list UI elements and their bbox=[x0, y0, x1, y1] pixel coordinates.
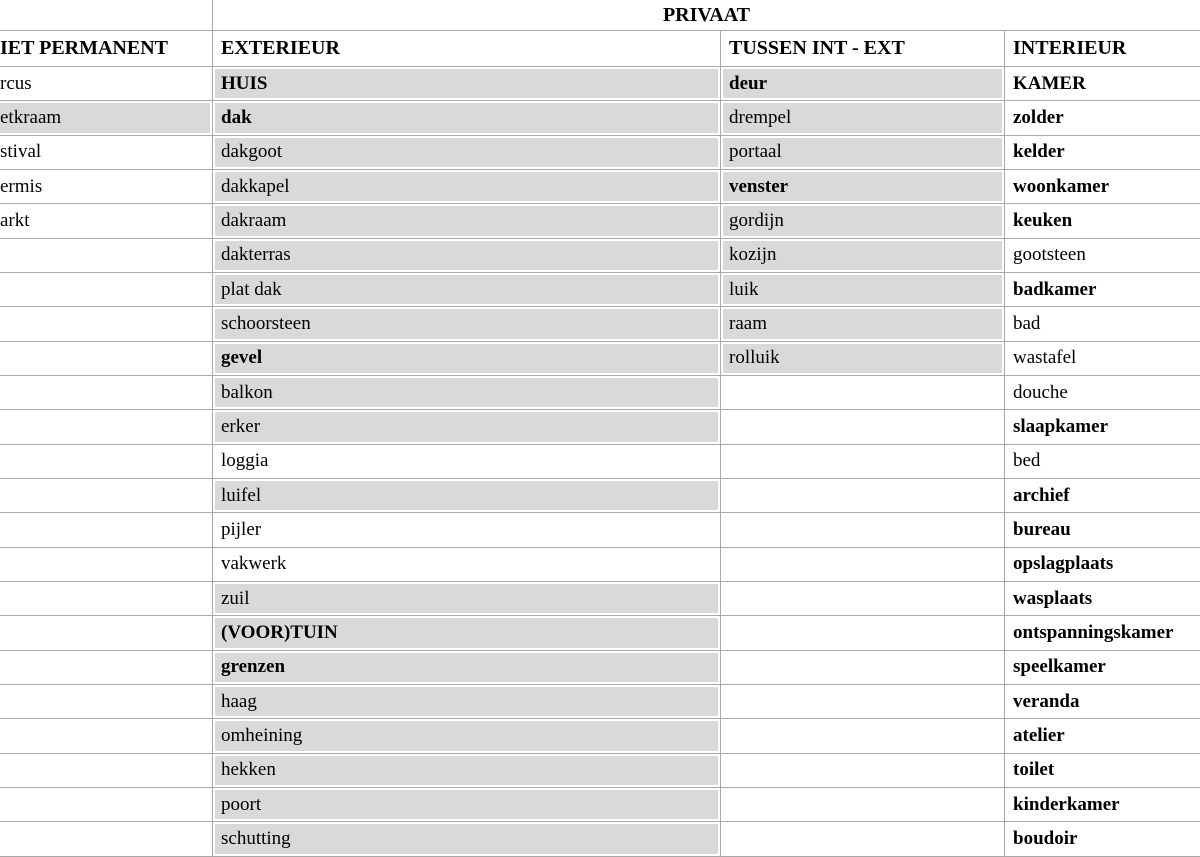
cell-text: woonkamer bbox=[1013, 175, 1110, 197]
cell-tussen-int-ext-row10[interactable] bbox=[721, 376, 1005, 410]
cell-text: loggia bbox=[221, 450, 269, 472]
cell-exterieur-row23[interactable] bbox=[213, 822, 721, 856]
cell-exterieur-row11[interactable] bbox=[213, 410, 721, 444]
cell-text: dakkapel bbox=[221, 175, 290, 197]
cell-interieur-row2[interactable] bbox=[1005, 101, 1200, 135]
cell-niet-permanent-row3[interactable] bbox=[0, 136, 213, 170]
cell-tussen-int-ext-row15[interactable] bbox=[721, 548, 1005, 582]
cell-interieur-row3[interactable] bbox=[1005, 136, 1200, 170]
cell-interieur-row15[interactable] bbox=[1005, 548, 1200, 582]
cell-text: ontspanningskamer bbox=[1013, 621, 1174, 643]
cell-niet-permanent-row6[interactable] bbox=[0, 239, 213, 273]
column-header-label: EXTERIEUR bbox=[221, 37, 340, 59]
column-header-label: TUSSEN INT - EXT bbox=[729, 37, 905, 59]
cell-niet-permanent-row2[interactable] bbox=[0, 101, 213, 135]
cell-interieur-row9[interactable] bbox=[1005, 342, 1200, 376]
cell-text: hekken bbox=[221, 759, 276, 781]
cell-text: toilet bbox=[1013, 759, 1055, 781]
cell-exterieur-row1[interactable] bbox=[213, 67, 721, 101]
cell-niet-permanent-row18[interactable] bbox=[0, 651, 213, 685]
cell-tussen-int-ext-row21[interactable] bbox=[721, 754, 1005, 788]
cell-tussen-int-ext-row7[interactable] bbox=[721, 273, 1005, 307]
cell-text: balkon bbox=[221, 381, 273, 403]
cell-interieur-row20[interactable] bbox=[1005, 719, 1200, 753]
cell-tussen-int-ext-row12[interactable] bbox=[721, 445, 1005, 479]
cell-exterieur-row14[interactable] bbox=[213, 513, 721, 547]
cell-text: dakraam bbox=[221, 209, 287, 231]
cell-text: plat dak bbox=[221, 278, 282, 300]
cell-text: douche bbox=[1013, 381, 1068, 403]
cell-niet-permanent-row13[interactable] bbox=[0, 479, 213, 513]
cell-niet-permanent-row15[interactable] bbox=[0, 548, 213, 582]
cell-text: haag bbox=[221, 690, 257, 712]
column-header-niet-permanent[interactable] bbox=[0, 31, 213, 67]
cell-text: erker bbox=[221, 415, 261, 437]
cell-text: stival bbox=[0, 141, 42, 163]
cell-tussen-int-ext-row4[interactable] bbox=[721, 170, 1005, 204]
cell-text: wasplaats bbox=[1013, 587, 1093, 609]
cell-text: drempel bbox=[729, 106, 792, 128]
column-header-interieur[interactable] bbox=[1005, 31, 1200, 67]
cell-text: veranda bbox=[1013, 690, 1080, 712]
cell-tussen-int-ext-row14[interactable] bbox=[721, 513, 1005, 547]
cell-interieur-row12[interactable] bbox=[1005, 445, 1200, 479]
cell-text: (VOOR)TUIN bbox=[221, 621, 338, 643]
cell-interieur-row21[interactable] bbox=[1005, 754, 1200, 788]
cell-tussen-int-ext-row23[interactable] bbox=[721, 822, 1005, 856]
cell-text: HUIS bbox=[221, 72, 268, 94]
cell-interieur-row23[interactable] bbox=[1005, 822, 1200, 856]
cell-text: opslagplaats bbox=[1013, 553, 1114, 575]
cell-tussen-int-ext-row18[interactable] bbox=[721, 651, 1005, 685]
cell-text: etkraam bbox=[0, 106, 62, 128]
cell-text: badkamer bbox=[1013, 278, 1097, 300]
cell-interieur-row18[interactable] bbox=[1005, 651, 1200, 685]
cell-exterieur-row5[interactable] bbox=[213, 204, 721, 238]
cell-niet-permanent-row21[interactable] bbox=[0, 754, 213, 788]
cell-interieur-row14[interactable] bbox=[1005, 513, 1200, 547]
cell-interieur-row13[interactable] bbox=[1005, 479, 1200, 513]
cell-text: gevel bbox=[221, 347, 263, 369]
privaat-merged-header-cell[interactable] bbox=[213, 0, 1200, 31]
cell-interieur-row19[interactable] bbox=[1005, 685, 1200, 719]
cell-text: boudoir bbox=[1013, 827, 1078, 849]
cell-text: KAMER bbox=[1013, 72, 1086, 94]
cell-interieur-row4[interactable] bbox=[1005, 170, 1200, 204]
cell-exterieur-row18[interactable] bbox=[213, 651, 721, 685]
cell-text: rolluik bbox=[729, 347, 780, 369]
cell-tussen-int-ext-row9[interactable] bbox=[721, 342, 1005, 376]
cell-text: keuken bbox=[1013, 209, 1073, 231]
cell-niet-permanent-row17[interactable] bbox=[0, 616, 213, 650]
cell-exterieur-row12[interactable] bbox=[213, 445, 721, 479]
cell-text: gordijn bbox=[729, 209, 784, 231]
cell-exterieur-row20[interactable] bbox=[213, 719, 721, 753]
cell-niet-permanent-row12[interactable] bbox=[0, 445, 213, 479]
cell-text: bad bbox=[1013, 312, 1041, 334]
cell-exterieur-row22[interactable] bbox=[213, 788, 721, 822]
cell-text: luifel bbox=[221, 484, 262, 506]
cell-text: omheining bbox=[221, 724, 303, 746]
cell-text: kozijn bbox=[729, 244, 777, 266]
cell-tussen-int-ext-row6[interactable] bbox=[721, 239, 1005, 273]
cell-niet-permanent-row9[interactable] bbox=[0, 342, 213, 376]
cell-interieur-row7[interactable] bbox=[1005, 273, 1200, 307]
cell-exterieur-row10[interactable] bbox=[213, 376, 721, 410]
cell-text: dak bbox=[221, 106, 252, 128]
cell-niet-permanent-row22[interactable] bbox=[0, 788, 213, 822]
cell-text: kinderkamer bbox=[1013, 793, 1120, 815]
cell-interieur-row5[interactable] bbox=[1005, 204, 1200, 238]
cell-text: zolder bbox=[1013, 106, 1064, 128]
cell-text: wastafel bbox=[1013, 347, 1077, 369]
cell-tussen-int-ext-row16[interactable] bbox=[721, 582, 1005, 616]
cell-niet-permanent-row20[interactable] bbox=[0, 719, 213, 753]
cell-exterieur-row8[interactable] bbox=[213, 307, 721, 341]
cell-text: rcus bbox=[0, 72, 32, 94]
cell-text: atelier bbox=[1013, 724, 1065, 746]
cell-tussen-int-ext-row8[interactable] bbox=[721, 307, 1005, 341]
cell-exterieur-row16[interactable] bbox=[213, 582, 721, 616]
column-header-label: INTERIEUR bbox=[1013, 37, 1127, 59]
cell-tussen-int-ext-row20[interactable] bbox=[721, 719, 1005, 753]
cell-exterieur-row4[interactable] bbox=[213, 170, 721, 204]
cell-niet-permanent-row14[interactable] bbox=[0, 513, 213, 547]
cell-text: luik bbox=[729, 278, 759, 300]
cell-text: bureau bbox=[1013, 518, 1071, 540]
cell-tussen-int-ext-row19[interactable] bbox=[721, 685, 1005, 719]
cell-niet-permanent-row11[interactable] bbox=[0, 410, 213, 444]
cell-text: speelkamer bbox=[1013, 656, 1106, 678]
cell-niet-permanent-row10[interactable] bbox=[0, 376, 213, 410]
cell-text: archief bbox=[1013, 484, 1070, 506]
cell-exterieur-row13[interactable] bbox=[213, 479, 721, 513]
cell-text: zuil bbox=[221, 587, 250, 609]
cell-niet-permanent-row16[interactable] bbox=[0, 582, 213, 616]
cell-niet-permanent-row19[interactable] bbox=[0, 685, 213, 719]
cell-text: arkt bbox=[0, 209, 30, 231]
cell-exterieur-row6[interactable] bbox=[213, 239, 721, 273]
cell-tussen-int-ext-row1[interactable] bbox=[721, 67, 1005, 101]
cell-text: portaal bbox=[729, 141, 782, 163]
cell-text: gootsteen bbox=[1013, 244, 1086, 266]
cell-tussen-int-ext-row22[interactable] bbox=[721, 788, 1005, 822]
cell-interieur-row17[interactable] bbox=[1005, 616, 1200, 650]
column-header-tussen-int-ext[interactable] bbox=[721, 31, 1005, 67]
cell-text: ermis bbox=[0, 175, 43, 197]
cell-tussen-int-ext-row17[interactable] bbox=[721, 616, 1005, 650]
column-header-exterieur[interactable] bbox=[213, 31, 721, 67]
cell-interieur-row16[interactable] bbox=[1005, 582, 1200, 616]
cell-text: poort bbox=[221, 793, 262, 815]
cell-text: slaapkamer bbox=[1013, 415, 1108, 437]
cell-niet-permanent-row1[interactable] bbox=[0, 67, 213, 101]
cell-tussen-int-ext-row3[interactable] bbox=[721, 136, 1005, 170]
cell-interieur-row22[interactable] bbox=[1005, 788, 1200, 822]
cell-niet-permanent-row5[interactable] bbox=[0, 204, 213, 238]
cell-exterieur-row19[interactable] bbox=[213, 685, 721, 719]
cell-interieur-row10[interactable] bbox=[1005, 376, 1200, 410]
cell-top-left-empty[interactable] bbox=[0, 0, 213, 31]
cell-text: vakwerk bbox=[221, 553, 287, 575]
cell-interieur-row6[interactable] bbox=[1005, 239, 1200, 273]
cell-text: bed bbox=[1013, 450, 1041, 472]
cell-tussen-int-ext-row11[interactable] bbox=[721, 410, 1005, 444]
cell-exterieur-row9[interactable] bbox=[213, 342, 721, 376]
cell-text: venster bbox=[729, 175, 789, 197]
cell-exterieur-row21[interactable] bbox=[213, 754, 721, 788]
cell-exterieur-row2[interactable] bbox=[213, 101, 721, 135]
cell-text: schutting bbox=[221, 827, 291, 849]
cell-text: kelder bbox=[1013, 141, 1065, 163]
cell-text: schoorsteen bbox=[221, 312, 311, 334]
cell-tussen-int-ext-row2[interactable] bbox=[721, 101, 1005, 135]
cell-text: raam bbox=[729, 312, 767, 334]
cell-interieur-row11[interactable] bbox=[1005, 410, 1200, 444]
cell-tussen-int-ext-row5[interactable] bbox=[721, 204, 1005, 238]
cell-niet-permanent-row7[interactable] bbox=[0, 273, 213, 307]
cell-text: deur bbox=[729, 72, 767, 94]
cell-exterieur-row17[interactable] bbox=[213, 616, 721, 650]
privaat-header-label: PRIVAAT bbox=[662, 3, 751, 26]
cell-exterieur-row3[interactable] bbox=[213, 136, 721, 170]
cell-interieur-row8[interactable] bbox=[1005, 307, 1200, 341]
cell-text: grenzen bbox=[221, 656, 286, 678]
cell-niet-permanent-row23[interactable] bbox=[0, 822, 213, 856]
column-header-label: IET PERMANENT bbox=[0, 37, 168, 59]
cell-niet-permanent-row8[interactable] bbox=[0, 307, 213, 341]
cell-text: pijler bbox=[221, 518, 262, 540]
cell-exterieur-row7[interactable] bbox=[213, 273, 721, 307]
cell-interieur-row1[interactable] bbox=[1005, 67, 1200, 101]
cell-exterieur-row15[interactable] bbox=[213, 548, 721, 582]
cell-tussen-int-ext-row13[interactable] bbox=[721, 479, 1005, 513]
cell-text: dakgoot bbox=[221, 141, 283, 163]
cell-niet-permanent-row4[interactable] bbox=[0, 170, 213, 204]
cell-text: dakterras bbox=[221, 244, 291, 266]
